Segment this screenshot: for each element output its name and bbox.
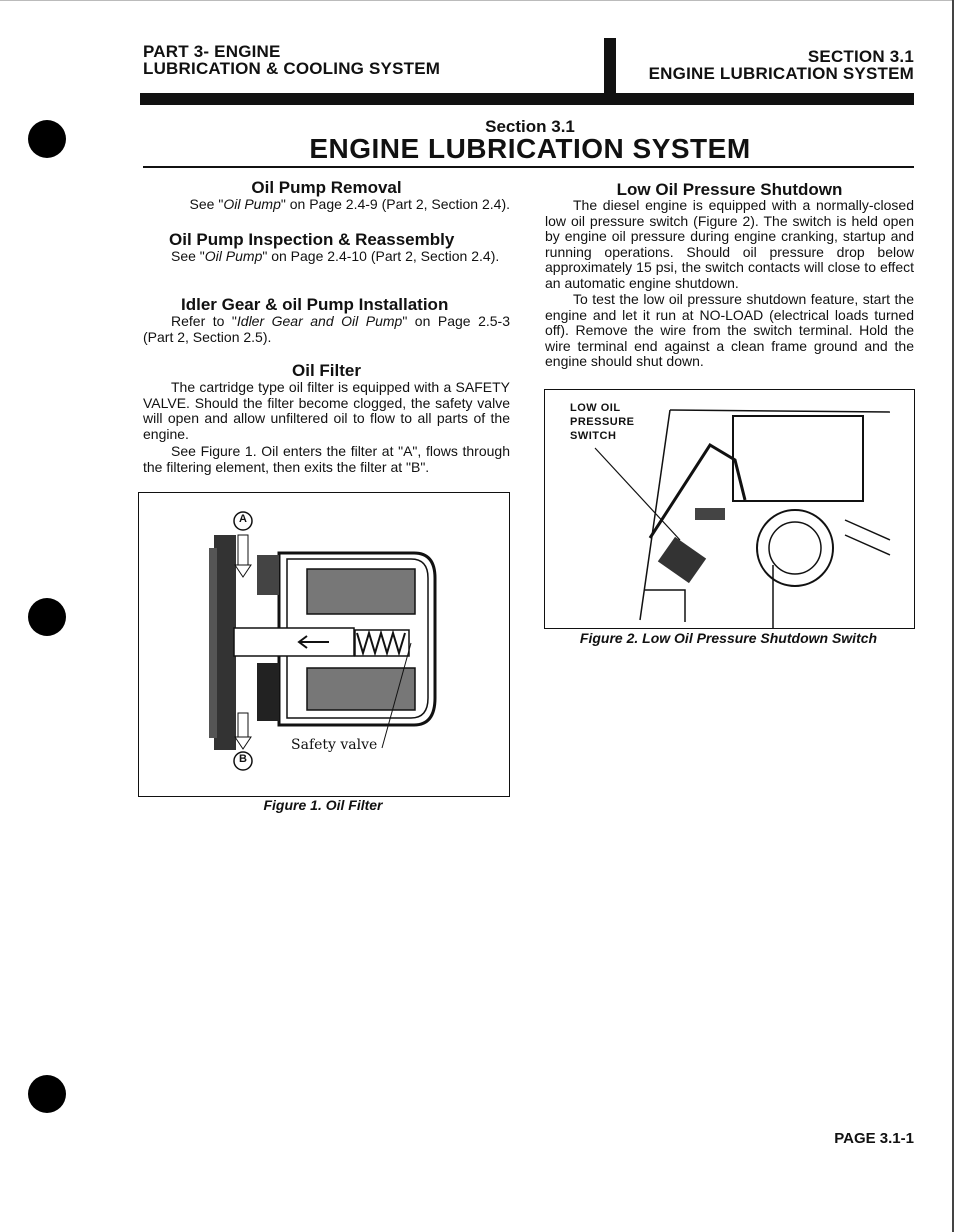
safety-valve-spring <box>357 633 405 653</box>
punch-hole-bottom <box>28 1075 66 1113</box>
engine-top-edge <box>670 410 890 412</box>
switch-label-line1: LOW OIL <box>570 402 621 414</box>
label-b: B <box>239 753 247 765</box>
heading-oil-pump-inspection: Oil Pump Inspection & Reassembly <box>169 230 455 249</box>
page-number: PAGE 3.1-1 <box>834 1130 914 1147</box>
filter-gasket <box>257 663 279 721</box>
ref-post: " on Page 2.5-3 (Part 2, Section 2.5). <box>143 313 510 345</box>
belt-lines <box>845 520 890 555</box>
para-oil-pump-inspection <box>143 249 510 265</box>
page-title: ENGINE LUBRICATION SYSTEM <box>309 133 751 164</box>
switch-label-line3: SWITCH <box>570 430 617 442</box>
inlet-arrow-icon <box>238 535 248 565</box>
oil-filter-text-2: See Figure 1. Oil enters the filter at "A", flows through the filtering element, then exits the filter at "B". <box>143 443 510 475</box>
center-tube <box>234 628 354 656</box>
inlet-arrowhead <box>235 565 251 577</box>
header-section-title: ENGINE LUBRICATION SYSTEM <box>648 64 914 83</box>
filter-gasket-top <box>257 555 279 595</box>
header-right <box>649 48 914 82</box>
figure-2-caption: Figure 2. Low Oil Pressure Shutdown Switch <box>579 630 878 646</box>
switch-fitting <box>695 508 725 520</box>
para-shutdown-2 <box>545 292 914 370</box>
header-part: PART 3- ENGINE <box>143 42 281 61</box>
label-a: A <box>239 513 247 525</box>
para-oil-filter-1 <box>143 380 510 442</box>
top-edge-line <box>0 0 954 1</box>
para-shutdown-1 <box>545 198 914 291</box>
header-divider-block <box>604 38 616 98</box>
switch-label-line2: PRESSURE <box>570 416 635 428</box>
switch-label <box>570 401 635 443</box>
engine-block <box>214 535 236 750</box>
section-kicker: Section 3.1 <box>485 117 575 136</box>
heading-idler-gear-installation: Idler Gear & oil Pump Installation <box>181 295 449 314</box>
ref-title: Oil Pump <box>204 248 263 264</box>
shutdown-text-1: The diesel engine is equipped with a normally-closed low oil pressure switch (Figure 2). The switch is held open by engine oil pressure during engine cranking, startup and running operations. Should oil pressure drop below approximately 15 psi, the switch contacts will close to effect an automatic engine shutdown. <box>545 197 914 291</box>
title-rule <box>143 166 914 168</box>
engine-block-edge <box>209 548 217 738</box>
ref-pre: Refer to " <box>171 313 237 329</box>
engine-housing <box>733 416 863 501</box>
pulley-inner <box>769 522 821 574</box>
ref-pre: See " <box>171 248 205 264</box>
ref-title: Oil Pump <box>223 196 281 212</box>
header-bar <box>140 93 914 105</box>
ref-post: " on Page 2.4-10 (Part 2, Section 2.4). <box>262 248 500 264</box>
oil-filter-text-1: The cartridge type oil filter is equipped with a SAFETY VALVE. Should the filter become clogged, the safety valve will open and allow unfiltered oil to flow to all parts of the engine. <box>143 379 510 442</box>
heading-low-oil-pressure-shutdown: Low Oil Pressure Shutdown <box>616 180 843 199</box>
header-part-subtitle: LUBRICATION & COOLING SYSTEM <box>143 59 441 78</box>
oil-line <box>650 445 745 538</box>
outlet-arrow-icon <box>238 713 248 737</box>
para-idler-gear-installation <box>143 314 510 345</box>
punch-hole-middle <box>28 598 66 636</box>
switch-leader <box>595 448 680 540</box>
pressure-switch-body <box>658 537 706 583</box>
figure-2-shutdown-switch <box>544 389 915 629</box>
outlet-arrowhead <box>235 737 251 749</box>
ref-pre: See " <box>189 196 224 212</box>
figure-1-oil-filter <box>138 492 510 797</box>
para-oil-filter-2 <box>143 444 510 475</box>
heading-oil-filter: Oil Filter <box>292 361 361 380</box>
ref-title: Idler Gear and Oil Pump <box>236 313 403 329</box>
header-left <box>143 43 440 77</box>
safety-valve-label: Safety valve <box>291 737 378 753</box>
figure-1-caption: Figure 1. Oil Filter <box>263 797 383 813</box>
filter-element-upper <box>307 569 415 614</box>
header-section-number: SECTION 3.1 <box>807 47 914 66</box>
bracket <box>645 590 685 622</box>
heading-oil-pump-removal: Oil Pump Removal <box>251 178 402 197</box>
para-oil-pump-removal <box>143 197 510 213</box>
shutdown-text-2: To test the low oil pressure shutdown feature, start the engine and let it run at NO-LOAD (electrical loads turned off). Remove the wire from the switch terminal. Hold the wire terminal end against a clean frame ground and the engine should shut down. <box>545 291 914 369</box>
ref-post: " on Page 2.4-9 (Part 2, Section 2.4). <box>280 196 510 212</box>
